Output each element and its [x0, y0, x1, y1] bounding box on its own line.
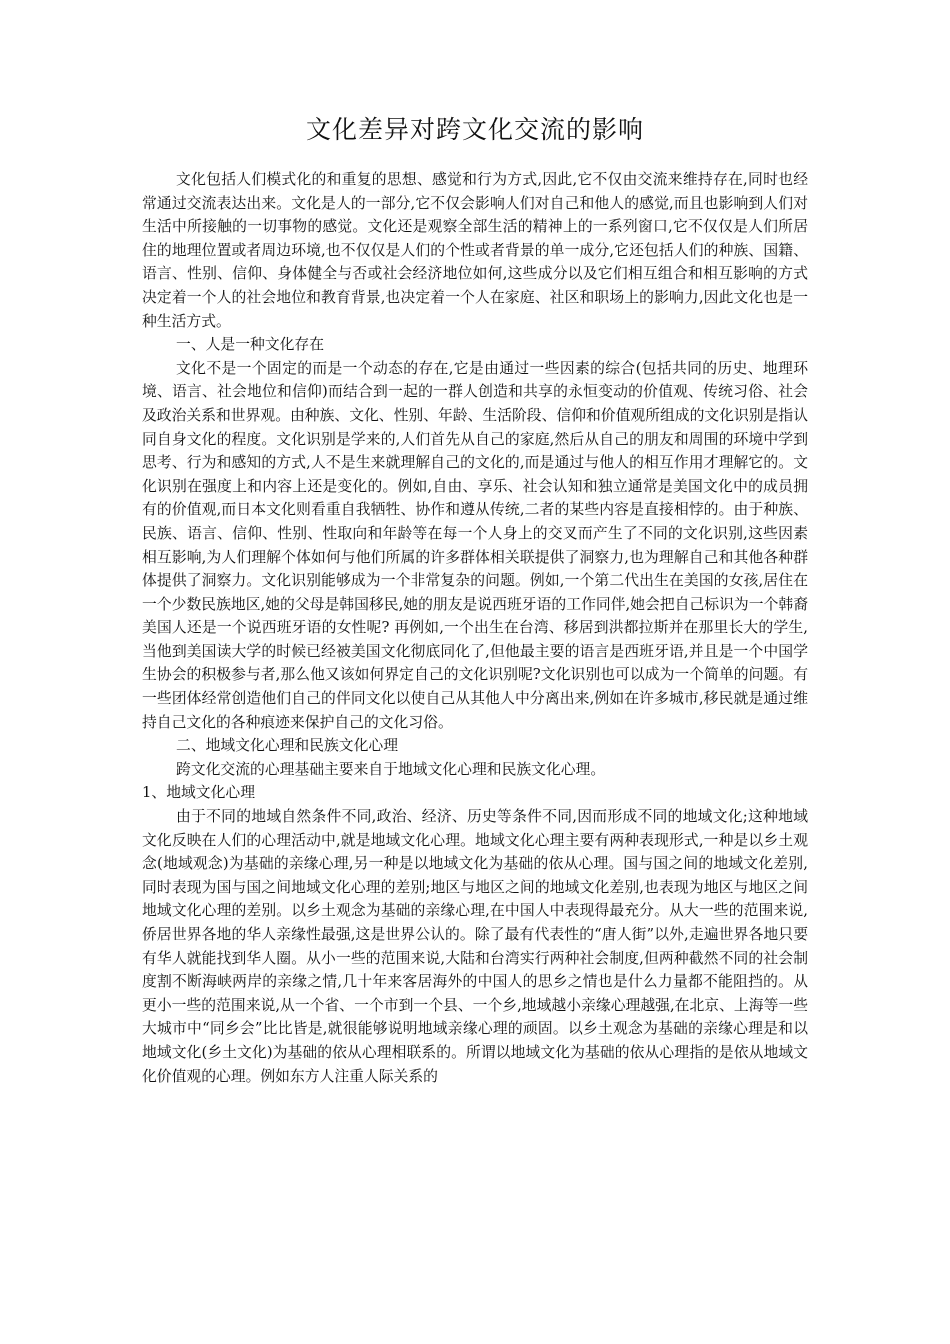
paragraph-regional-psychology: 由于不同的地域自然条件不同,政治、经济、历史等条件不同,因而形成不同的地域文化;这种地域文化反映在人们的心理活动中,就是地域文化心理。地域文化心理主要有两种表现形式,一种是以乡土观念(地域观念)为基础的亲缘心理,另一种是以地域文化为基础的依从心理。国与国之间的地域文化差别,同时表现为国与国之间地域文化心理的差别;地区与地区之间的地域文化差别,也表现为地区与地区之间地域文化心理的差别。以乡土观念为基础的亲缘心理,在中国人中表现得最充分。从大一些的范围来说,侨居世界各地的华人亲缘性最强,这是世界公认的。除了最有代表性的“唐人街”以外,走遍世界各地只要有华人就能找到华人圈。从小一些的范围来说,大陆和台湾实行两种社会制度,但两种截然不同的社会制度割不断海峡两岸的亲缘之情,几十年来客居海外的中国人的思乡之情也是什么力量都不能阻挡的。从更小一些的范围来说,从一个省、一个市到一个县、一个乡,地域越小亲缘心理越强,在北京、上海等一些大城市中“同乡会”比比皆是,就很能够说明地域亲缘心理的顽固。以乡土观念为基础的亲缘心理是和以地域文化(乡土文化)为基础的依从心理相联系的。所谓以地域文化为基础的依从心理指的是依从地域文化价值观的心理。例如东方人注重人际关系的: [142, 808, 808, 1085]
paragraph-intro: 文化包括人们模式化的和重复的思想、感觉和行为方式,因此,它不仅由交流来维持存在,同时也经常通过交流表达出来。文化是人的一部分,它不仅会影响人们对自己和他人的感觉,而且也影响到人们对生活中所接触的一切事物的感觉。文化还是观察全部生活的精神上的一系列窗口,它不仅仅是人们所居住的地理位置或者周边环境,也不仅仅是人们的个性或者背景的单一成分,它还包括人们的种族、国籍、语言、性别、信仰、身体健全与否或社会经济地位如何,这些成分以及它们相互组合和相互影响的方式决定着一个人的社会地位和教育背景,也决定着一个人在家庭、社区和职场上的影响力,因此文化也是一种生活方式。: [142, 171, 808, 330]
section-heading-2: 二、地域文化心理和民族文化心理: [176, 737, 398, 755]
document-title: 文化差异对跨文化交流的影响: [305, 115, 644, 144]
section-heading-1: 一、人是一种文化存在: [176, 336, 325, 354]
subsection-heading-1: 1、地域文化心理: [142, 784, 255, 802]
paragraph-psychology-basis: 跨文化交流的心理基础主要来自于地域文化心理和民族文化心理。: [176, 760, 606, 778]
paragraph-cultural-identity: 文化不是一个固定的而是一个动态的存在,它是由通过一些因素的综合(包括共同的历史、地理环境、语言、社会地位和信仰)而结合到一起的一群人创造和共享的永恒变动的价值观、传统习俗、社会及政治关系和世界观。由种族、文化、性别、年龄、生活阶段、信仰和价值观所组成的文化识别是指认同自身文化的程度。文化识别是学来的,人们首先从自己的家庭,然后从自己的朋友和周围的环境中学到思考、行为和感知的方式,人不是生来就理解自己的文化的,而是通过与他人的相互作用才理解它的。文化识别在强度上和内容上还是变化的。例如,自由、享乐、社会认知和独立通常是美国文化中的成员拥有的价值观,而日本文化则看重自我牺牲、协作和遵从传统,二者的某些内容是直接相悖的。由于种族、民族、语言、信仰、性别、性取向和年龄等在每一个人身上的交叉而产生了不同的文化识别,这些因素相互影响,为人们理解个体如何与他们所属的许多群体相关联提供了洞察力,也为理解自己和其他各种群体提供了洞察力。文化识别能够成为一个非常复杂的问题。例如,一个第二代出生在美国的女孩,居住在一个少数民族地区,她的父母是韩国移民,她的朋友是说西班牙语的工作同伴,她会把自己标识为一个韩裔美国人还是一个说西班牙语的女性呢? 再例如,一个出生在台湾、移居到洪都拉斯并在那里长大的学生,当他到美国读大学的时候已经被美国文化彻底同化了,但他最主要的语言是西班牙语,并且是一个中国学生协会的积极参与者,那么他又该如何界定自己的文化识别呢?文化识别也可以成为一个简单的问题。有一些团体经常创造他们自己的伴同文化以使自己从其他人中分离出来,例如在许多城市,移民就是通过维持自己文化的各种痕迹来保护自己的文化习俗。: [142, 359, 808, 731]
document-page: [142, 110, 808, 1088]
